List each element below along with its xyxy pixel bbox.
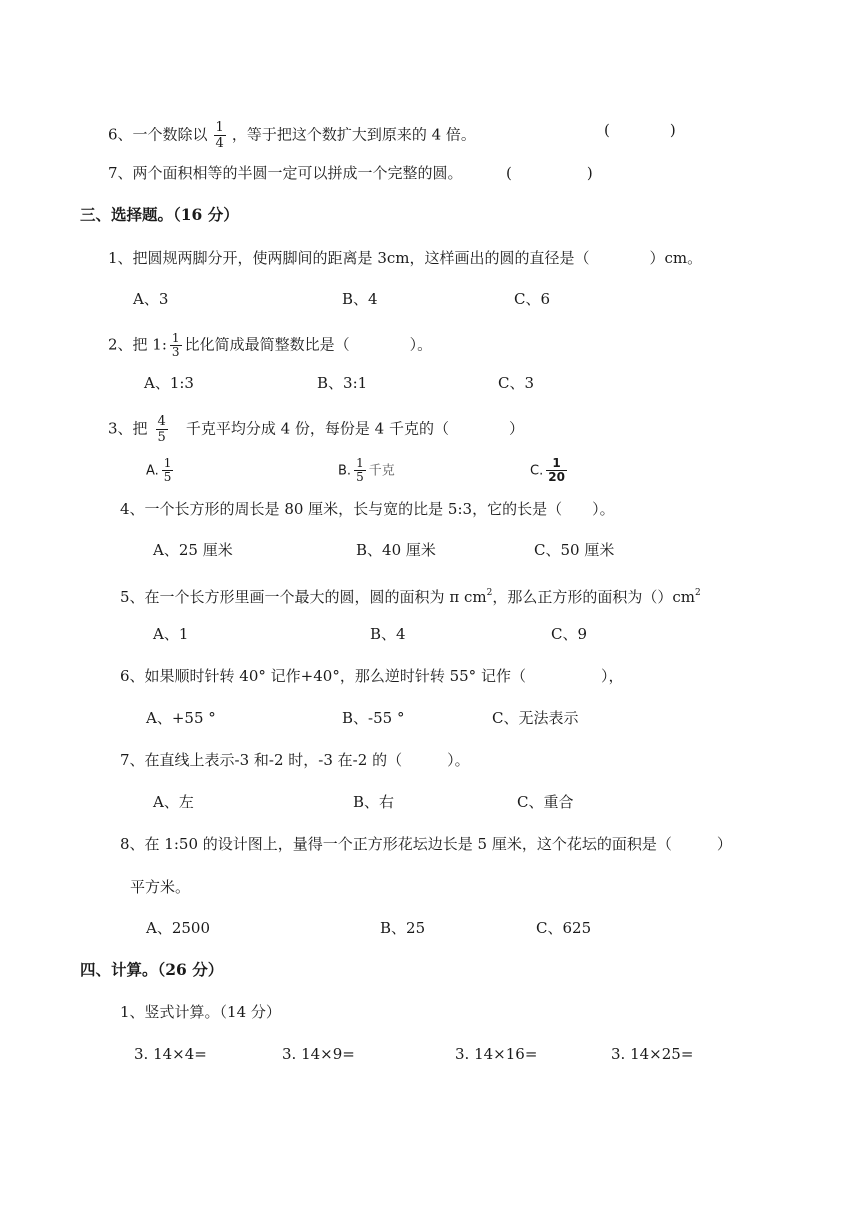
- choice-question-7: 7、在直线上表示-3 和-2 时，-3 在-2 的（ ）。: [120, 751, 470, 769]
- choice-question-8: 8、在 1:50 的设计图上，量得一个正方形花坛边长是 5 厘米，这个花坛的面积是（ ）: [120, 835, 732, 853]
- choice-question-6: 6、如果顺时针转 40° 记作+40°，那么逆时针转 55° 记作（ ），: [120, 667, 624, 685]
- choice-question-3: 3、把 $\frac{4}{5}$ 千克平均分成 4 份，每份是 4 千克的（ ）: [108, 414, 524, 445]
- option-a[interactable]: A、2500: [146, 919, 211, 937]
- option-b[interactable]: B、40 厘米: [356, 541, 436, 559]
- option-c[interactable]: C、9: [551, 625, 588, 643]
- question-text: 6、一个数除以: [108, 125, 208, 144]
- option-c[interactable]: C、50 厘米: [534, 541, 615, 559]
- option-b[interactable]: B、4: [370, 625, 406, 643]
- calc-expression: 3. 14×16=: [455, 1045, 538, 1063]
- option-a[interactable]: A、+55 °: [146, 709, 216, 727]
- option-b[interactable]: B. $\frac{1}{5}$ 千克: [338, 456, 395, 484]
- option-b[interactable]: B、25: [380, 919, 426, 937]
- option-c[interactable]: C、625: [536, 919, 592, 937]
- option-c[interactable]: C、重合: [517, 793, 574, 811]
- calc-question-1: 1、竖式计算。（14 分）: [120, 1003, 281, 1021]
- choice-question-4: 4、一个长方形的周长是 80 厘米，长与宽的比是 5:3，它的长是（ ）。: [120, 500, 615, 518]
- option-a[interactable]: A. $\frac{1}{5}$: [146, 456, 172, 484]
- option-a[interactable]: A、3: [133, 290, 169, 308]
- option-b[interactable]: B、右: [353, 793, 395, 811]
- answer-paren[interactable]: ( ): [604, 121, 676, 139]
- fraction: $\frac{1}{20}$: [548, 456, 565, 484]
- option-a[interactable]: A、25 厘米: [153, 541, 233, 559]
- answer-paren[interactable]: ( ): [506, 164, 593, 182]
- fraction: $\frac{1}{5}$: [356, 456, 364, 484]
- fraction: $\frac{4}{5}$: [157, 414, 166, 445]
- section-heading-calc: 四、计算。（26 分）: [80, 960, 224, 979]
- option-a[interactable]: A、1: [153, 625, 189, 643]
- option-c[interactable]: C、6: [514, 290, 551, 308]
- option-a[interactable]: A、1:3: [144, 374, 194, 392]
- calc-expression: 3. 14×4=: [134, 1045, 207, 1063]
- judge-question-6: [108, 120, 476, 151]
- option-a[interactable]: A、左: [153, 793, 194, 811]
- choice-question-1: 1、把圆规两脚分开，使两脚间的距离是 3cm，这样画出的圆的直径是（ ）cm。: [108, 249, 703, 267]
- choice-question-2: 2、把 1: $\frac{1}{3}$ 比化简成最简整数比是（ ）。: [108, 331, 433, 359]
- fraction: $\frac{1}{5}$: [163, 456, 172, 484]
- option-c[interactable]: C、3: [498, 374, 535, 392]
- choice-question-8-cont: 平方米。: [130, 878, 191, 896]
- calc-expression: 3. 14×25=: [611, 1045, 694, 1063]
- fraction: $\frac{1}{3}$: [171, 331, 180, 359]
- judge-question-7: 7、两个面积相等的半圆一定可以拼成一个完整的圆。: [108, 164, 463, 182]
- option-b[interactable]: B、4: [342, 290, 378, 308]
- section-heading-choice: 三、选择题。（16 分）: [80, 205, 239, 224]
- option-b[interactable]: B、-55 °: [342, 709, 405, 727]
- option-c[interactable]: C、无法表示: [492, 709, 579, 727]
- option-c[interactable]: C. $\frac{1}{20}$: [530, 456, 565, 484]
- question-text: ，等于把这个数扩大到原来的 4 倍。: [231, 125, 476, 144]
- choice-question-5: 5、在一个长方形里画一个最大的圆，圆的面积为 π $cm^2$，那么正方形的面积为$()cm^2$: [120, 588, 701, 606]
- fraction: $\frac{1}{4}$: [215, 120, 224, 151]
- calc-expression: 3. 14×9=: [282, 1045, 355, 1063]
- option-b[interactable]: B、3:1: [317, 374, 368, 392]
